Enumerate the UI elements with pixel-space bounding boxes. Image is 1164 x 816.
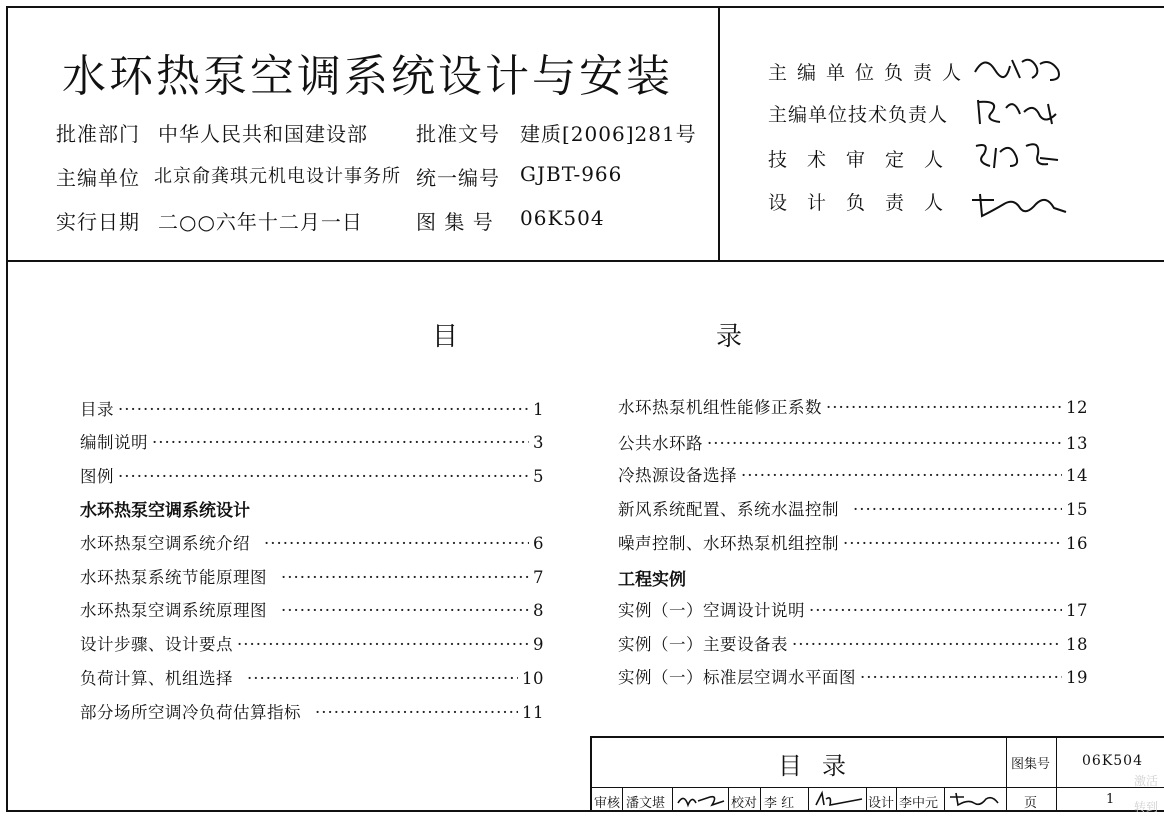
toc-item-label: 实例（一）空调设计说明 bbox=[618, 601, 805, 620]
toc-section-heading: 工程实例 bbox=[618, 570, 686, 590]
toc-item-label: 部分场所空调冷负荷估算指标 bbox=[80, 703, 301, 722]
toc-item[interactable] bbox=[618, 631, 1088, 655]
toc-item[interactable] bbox=[618, 664, 1088, 688]
design-label: 设计 bbox=[868, 796, 895, 811]
signature-tech-lead bbox=[970, 94, 1070, 128]
toc-leader-dots bbox=[237, 635, 529, 654]
toc-leader-dots bbox=[853, 500, 1062, 519]
meta-value: 北京俞龚琪元机电设计事务所 bbox=[154, 166, 401, 187]
toc-leader-dots bbox=[118, 400, 529, 419]
meta-value: 中华人民共和国建设部 bbox=[158, 122, 368, 146]
toc-item-page: 7 bbox=[533, 568, 544, 587]
toc-leader-dots bbox=[281, 601, 529, 620]
toc-item[interactable] bbox=[80, 631, 544, 655]
frame-bottom bbox=[6, 810, 1164, 812]
toc-item[interactable] bbox=[618, 462, 1088, 486]
toc-item-label: 实例（一）标准层空调水平面图 bbox=[618, 668, 856, 687]
toc-item-label: 水环热泵空调系统原理图 bbox=[80, 601, 267, 620]
title-block-top bbox=[590, 736, 1164, 738]
toc-leader-dots bbox=[741, 466, 1062, 485]
toc-item[interactable] bbox=[80, 396, 544, 420]
toc-item-label: 公共水环路 bbox=[618, 434, 703, 453]
designer-signature bbox=[948, 789, 1002, 809]
toc-item-page: 6 bbox=[533, 534, 544, 553]
toc-item[interactable] bbox=[80, 564, 544, 588]
toc-item[interactable] bbox=[80, 530, 544, 554]
meta-label: 批准部门 bbox=[56, 122, 140, 146]
toc-item-page: 8 bbox=[533, 601, 544, 620]
title-block-col-divider bbox=[1056, 736, 1057, 812]
toc-item[interactable] bbox=[80, 463, 544, 487]
toc-item[interactable] bbox=[80, 597, 544, 621]
tb-cell-divider bbox=[866, 787, 867, 812]
meta-label: 图 集 号 bbox=[416, 210, 494, 234]
meta-value: 06K504 bbox=[520, 206, 605, 230]
responsible-chief-unit: 主编单位负责人 bbox=[768, 62, 972, 84]
meta-label: 批准文号 bbox=[416, 122, 500, 146]
tb-cell-divider bbox=[896, 787, 897, 812]
toc-item-label: 图例 bbox=[80, 467, 114, 486]
toc-item[interactable] bbox=[618, 530, 1088, 554]
toc-leader-dots bbox=[826, 398, 1062, 417]
title-block-left bbox=[590, 736, 592, 812]
tb-cell-divider bbox=[728, 787, 729, 812]
meta-value: GJBT-966 bbox=[520, 162, 623, 186]
document-title: 水环热泵空调系统设计与安装 bbox=[62, 51, 673, 102]
meta-label: 统一编号 bbox=[416, 166, 500, 190]
toc-item[interactable] bbox=[80, 699, 544, 723]
reviewer-signature bbox=[676, 789, 726, 809]
atlas-number-label: 图集号 bbox=[1011, 757, 1051, 772]
signature-design-lead bbox=[970, 186, 1070, 220]
toc-item-page: 18 bbox=[1066, 635, 1088, 654]
toc-item-page: 14 bbox=[1066, 466, 1088, 485]
frame-top bbox=[6, 6, 1164, 8]
toc-item-page: 3 bbox=[533, 433, 544, 452]
toc-item-page: 17 bbox=[1066, 601, 1088, 620]
title-block-title: 目录 bbox=[778, 752, 866, 780]
checker-name: 李 红 bbox=[764, 796, 795, 811]
toc-title-left: 目 bbox=[432, 322, 459, 352]
page-number: 1 bbox=[1106, 792, 1115, 807]
tb-cell-divider bbox=[760, 787, 761, 812]
tb-cell-divider bbox=[622, 787, 623, 812]
toc-item[interactable] bbox=[618, 597, 1088, 621]
toc-leader-dots bbox=[281, 568, 529, 587]
toc-item-label: 水环热泵机组性能修正系数 bbox=[618, 398, 822, 417]
atlas-number-value: 06K504 bbox=[1082, 753, 1143, 769]
responsible-design-lead: 设计负责人 bbox=[768, 192, 964, 214]
toc-leader-dots bbox=[118, 467, 529, 486]
checker-signature bbox=[812, 789, 864, 809]
toc-leader-dots bbox=[247, 669, 518, 688]
check-label: 校对 bbox=[731, 796, 758, 811]
toc-title-right: 录 bbox=[716, 322, 743, 352]
toc-item-label: 目录 bbox=[80, 400, 114, 419]
reviewer-name: 潘文堪 bbox=[626, 796, 666, 811]
toc-item-label: 新风系统配置、系统水温控制 bbox=[618, 500, 839, 519]
toc-leader-dots bbox=[843, 534, 1062, 553]
toc-item-label: 噪声控制、水环热泵机组控制 bbox=[618, 534, 839, 553]
toc-item-label: 负荷计算、机组选择 bbox=[80, 669, 233, 688]
tb-cell-divider bbox=[944, 787, 945, 812]
toc-item[interactable] bbox=[80, 665, 544, 689]
toc-item-page: 1 bbox=[533, 400, 544, 419]
toc-item[interactable] bbox=[80, 429, 544, 453]
title-block-row-divider bbox=[590, 787, 1164, 788]
toc-item-label: 设计步骤、设计要点 bbox=[80, 635, 233, 654]
review-label: 审核 bbox=[594, 796, 621, 811]
signature-reviewer bbox=[970, 138, 1070, 172]
toc-item-label: 冷热源设备选择 bbox=[618, 466, 737, 485]
watermark-text: 转到 bbox=[1134, 800, 1159, 814]
toc-item-label: 编制说明 bbox=[80, 433, 148, 452]
toc-leader-dots bbox=[315, 703, 518, 722]
meta-label: 实行日期 bbox=[56, 210, 140, 234]
responsible-reviewer: 技术审定人 bbox=[768, 149, 964, 171]
toc-leader-dots bbox=[809, 601, 1062, 620]
meta-value: 二○○六年十二月一日 bbox=[158, 210, 363, 234]
toc-leader-dots bbox=[707, 434, 1062, 453]
toc-leader-dots bbox=[264, 534, 529, 553]
toc-leader-dots bbox=[152, 433, 529, 452]
meta-value: 建质[2006]281号 bbox=[520, 122, 697, 146]
toc-item[interactable] bbox=[618, 496, 1088, 520]
toc-item-label: 水环热泵系统节能原理图 bbox=[80, 568, 267, 587]
toc-item[interactable] bbox=[618, 394, 1088, 418]
toc-item-page: 5 bbox=[533, 467, 544, 486]
toc-item-page: 19 bbox=[1066, 668, 1088, 687]
toc-item-label: 水环热泵空调系统介绍 bbox=[80, 534, 250, 553]
tb-cell-divider bbox=[672, 787, 673, 812]
toc-section-heading: 水环热泵空调系统设计 bbox=[80, 501, 250, 521]
toc-item-page: 16 bbox=[1066, 534, 1088, 553]
toc-item-page: 10 bbox=[522, 669, 544, 688]
responsible-tech-lead: 主编单位技术负责人 bbox=[768, 104, 949, 126]
toc-leader-dots bbox=[792, 635, 1062, 654]
tb-cell-divider bbox=[808, 787, 809, 812]
toc-item-page: 15 bbox=[1066, 500, 1088, 519]
toc-leader-dots bbox=[860, 668, 1062, 687]
signature-chief-unit bbox=[970, 52, 1070, 86]
toc-item[interactable] bbox=[618, 430, 1088, 454]
designer-name: 李中元 bbox=[899, 796, 939, 811]
watermark-text: 激活 bbox=[1134, 774, 1159, 788]
title-block-col-divider bbox=[1006, 736, 1007, 812]
page-label: 页 bbox=[1024, 796, 1038, 811]
frame-left bbox=[6, 6, 8, 812]
toc-item-page: 12 bbox=[1066, 398, 1088, 417]
toc-item-page: 11 bbox=[522, 703, 544, 722]
header-vertical-divider bbox=[718, 6, 720, 262]
toc-item-label: 实例（一）主要设备表 bbox=[618, 635, 788, 654]
toc-item-page: 9 bbox=[533, 635, 544, 654]
toc-item-page: 13 bbox=[1066, 434, 1088, 453]
header-divider bbox=[6, 260, 1164, 262]
meta-label: 主编单位 bbox=[56, 166, 140, 190]
